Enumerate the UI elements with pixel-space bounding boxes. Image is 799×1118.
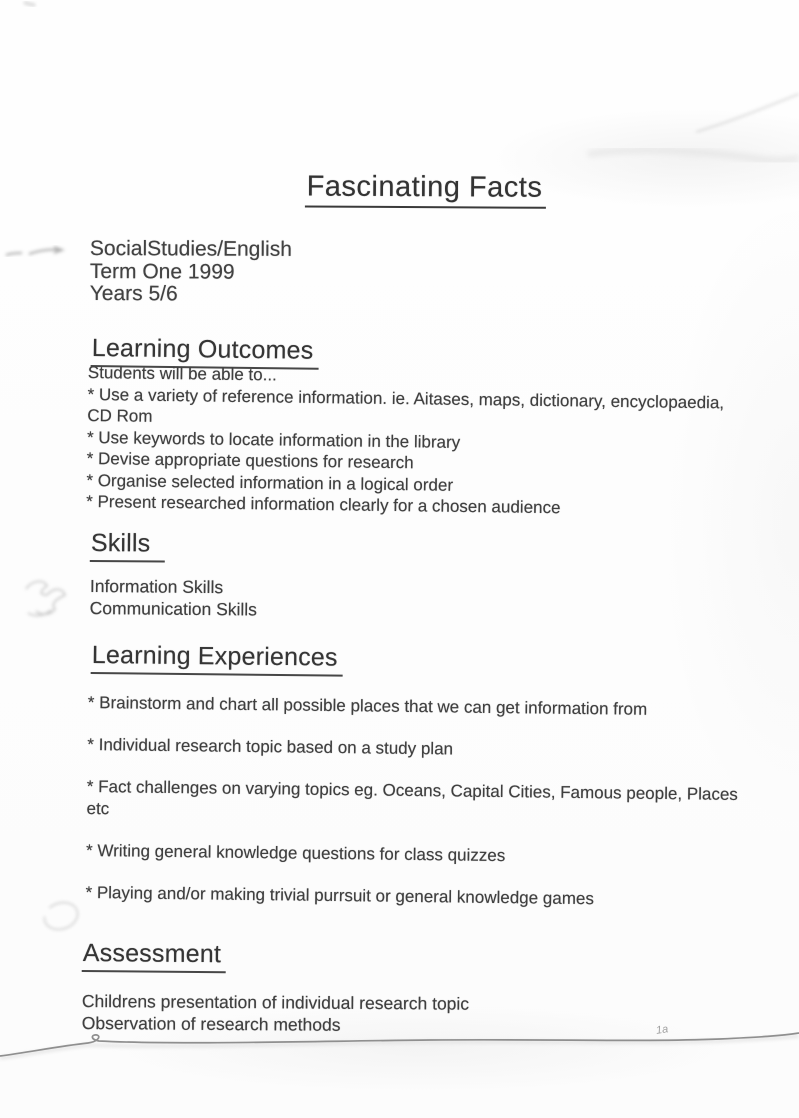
outcome-item: * Devise appropriate questions for research — [86, 448, 414, 473]
pen-mark-circle — [41, 898, 81, 933]
scan-fold-curve — [696, 94, 799, 132]
outcomes-intro: Students will be able to... — [87, 362, 277, 385]
section-heading-assessment: Assessment — [82, 939, 226, 973]
meta-term: Term One 1999 — [89, 259, 235, 284]
skills-item: Information Skills — [89, 575, 224, 598]
pen-mark-arrow — [6, 247, 62, 255]
section-skills-body — [90, 575, 258, 620]
experience-item: * Fact challenges on varying topics eg. Oceans, Capital Cities, Famous people, Places etc — [86, 776, 738, 819]
section-assessment-body — [82, 991, 469, 1037]
outcome-item: * Use a variety of reference information. ie. Aitases, maps, dictionary, encyclopaedia, CD Rom — [87, 384, 725, 426]
outcome-item: * Use keywords to locate information in the library — [86, 427, 461, 452]
section-learning-experiences-body — [85, 692, 746, 932]
experience-item: * Brainstorm and chart all possible places that we can get information from — [87, 692, 648, 719]
handwritten-corner-mark: 1a — [655, 1023, 670, 1037]
meta-subject: SocialStudies/English — [89, 237, 292, 261]
outcome-item: * Present researched information clearly for a chosen audience — [86, 491, 561, 518]
section-heading-skills: Skills — [90, 529, 165, 563]
assessment-item: Observation of research methods — [81, 1012, 341, 1035]
experience-item: * Individual research topic based on a study plan — [87, 734, 454, 759]
scan-smudge-band — [588, 150, 799, 160]
document-meta — [90, 238, 292, 306]
section-skills-heading-wrap — [90, 529, 165, 563]
experience-item: * Playing and/or making trivial purrsuit or general knowledge games — [85, 882, 595, 909]
section-learning-outcomes-body — [86, 362, 730, 521]
experience-item: * Writing general knowledge questions for class quizzes — [85, 840, 506, 866]
section-heading-learning-experiences: Learning Experiences — [91, 641, 343, 677]
skills-item: Communication Skills — [89, 597, 258, 620]
pen-mark-squiggle — [26, 581, 65, 615]
page-edge-line — [0, 1033, 799, 1056]
meta-years: Years 5/6 — [89, 281, 178, 306]
scan-speck-top-left — [24, 2, 35, 6]
section-assessment-heading-wrap — [82, 939, 226, 973]
outcome-item: * Organise selected information in a logical order — [86, 470, 454, 495]
assessment-item: Childrens presentation of individual research topic — [81, 991, 470, 1014]
section-learning-experiences-heading-wrap — [91, 641, 343, 677]
section-heading-learning-outcomes: Learning Outcomes — [91, 334, 319, 370]
document-title-text: Fascinating Facts — [305, 171, 547, 209]
document-title — [0, 169, 799, 210]
page-edge-shadow — [0, 1036, 799, 1058]
